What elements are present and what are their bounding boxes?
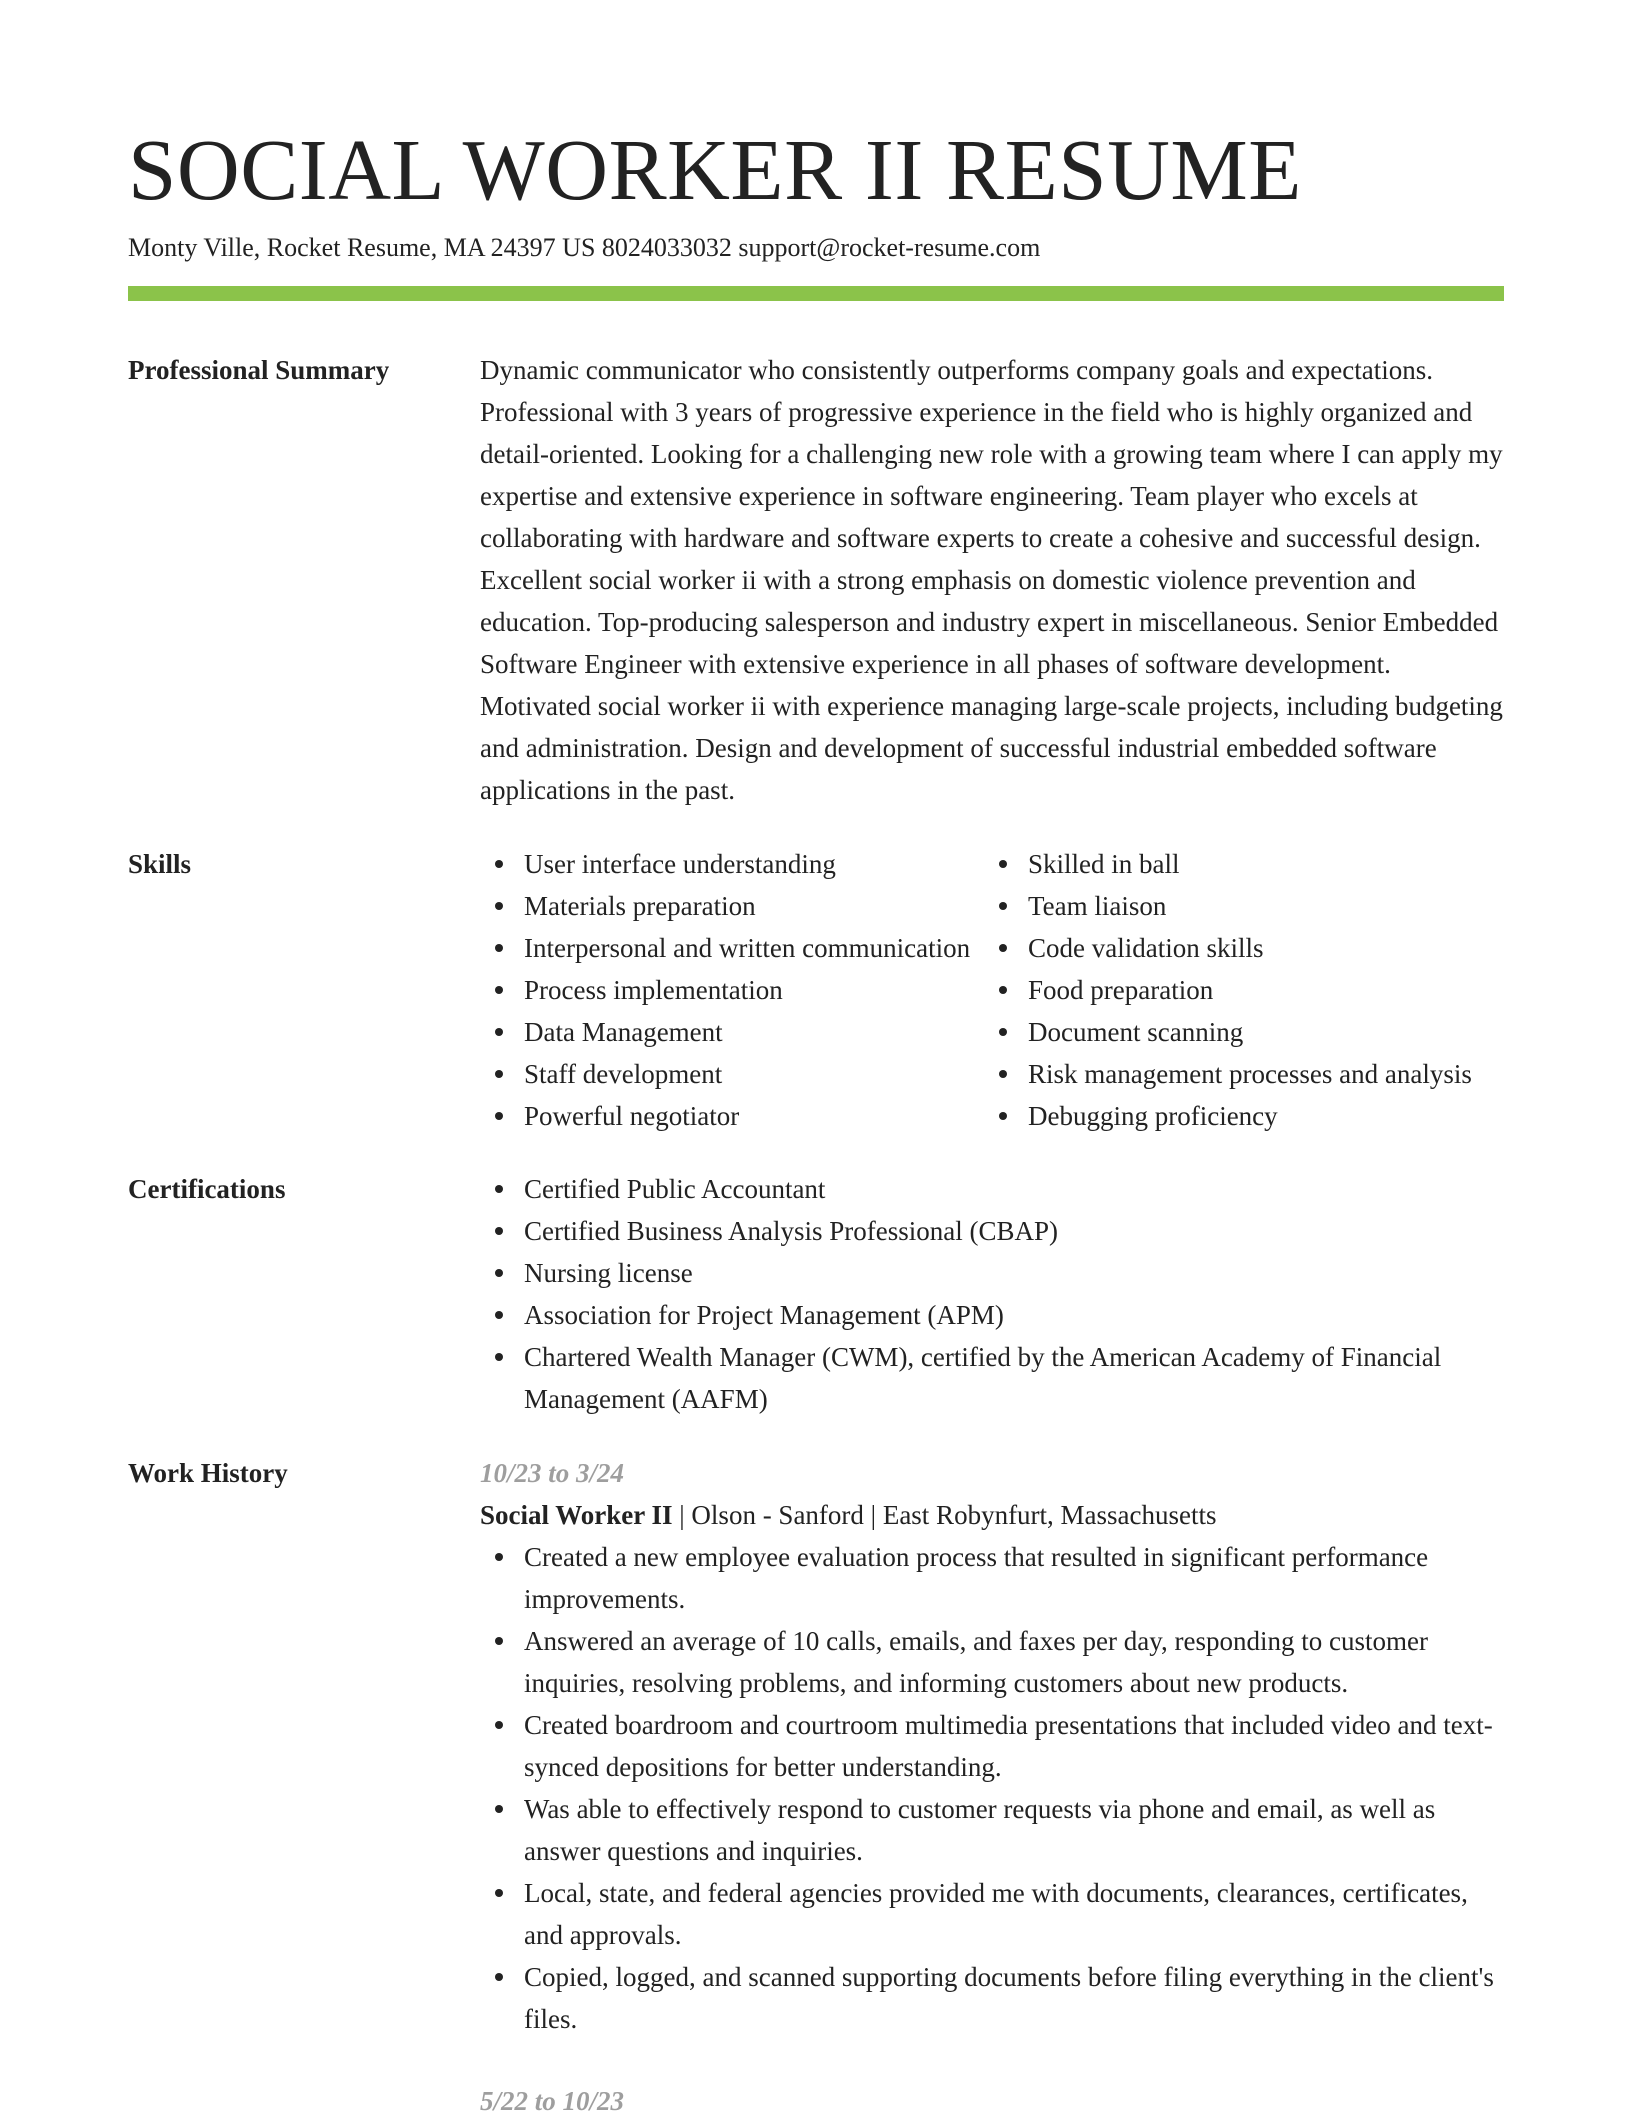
skill-item: Risk management processes and analysis [984,1053,1508,1095]
resume-title: SOCIAL WORKER II RESUME [128,121,1302,218]
job-bullet: Created a new employee evaluation process that resulted in significant performance improvements. [480,1536,1508,1620]
job-entry [480,2080,1508,2122]
skills-list-right [984,843,1508,1137]
certifications-heading: Certifications [128,1174,286,1204]
certification-item: Certified Business Analysis Professional (CBAP) [480,1210,1508,1252]
skills-columns [480,843,1508,1137]
summary-heading: Professional Summary [128,355,390,385]
skill-item: Staff development [480,1053,984,1095]
accent-divider [128,286,1504,301]
skill-item: Team liaison [984,885,1508,927]
certifications-list [480,1168,1508,1420]
certifications-body [480,1168,1508,1420]
job-heading [480,1494,1508,1536]
job-bullet: Was able to effectively respond to customer requests via phone and email, as well as answer questions and inquiries. [480,1788,1508,1872]
skill-item: Code validation skills [984,927,1508,969]
skill-item: Debugging proficiency [984,1095,1508,1137]
job-bullets [480,1536,1508,2040]
job-title: Social Worker II [480,1500,673,1530]
summary-body [480,349,1508,811]
skills-heading: Skills [128,849,192,879]
work-history-heading: Work History [128,1458,288,1488]
skill-item: User interface understanding [480,843,984,885]
work-history-body [480,1452,1508,2122]
skills-body [480,843,1508,1137]
job-bullet: Answered an average of 10 calls, emails, and faxes per day, responding to customer inquiries, resolving problems, and informing customers about new products. [480,1620,1508,1704]
job-bullet: Local, state, and federal agencies provided me with documents, clearances, certificates, and approvals. [480,1872,1508,1956]
skill-item: Powerful negotiator [480,1095,984,1137]
job-bullet: Created boardroom and courtroom multimedia presentations that included video and text-synced depositions for better understanding. [480,1704,1508,1788]
contact-line: Monty Ville, Rocket Resume, MA 24397 US 8024033032 support@rocket-resume.com [128,233,1041,262]
skill-item: Data Management [480,1011,984,1053]
job-entry [480,1452,1508,2040]
job-bullet: Copied, logged, and scanned supporting documents before filing everything in the client's files. [480,1956,1508,2040]
certification-item: Certified Public Accountant [480,1168,1508,1210]
skills-list-left [480,843,984,1137]
skill-item: Interpersonal and written communication [480,927,984,969]
skill-item: Process implementation [480,969,984,1011]
skill-item: Skilled in ball [984,843,1508,885]
certification-item: Nursing license [480,1252,1508,1294]
skill-item: Food preparation [984,969,1508,1011]
job-dates: 10/23 to 3/24 [480,1458,625,1488]
certification-item: Chartered Wealth Manager (CWM), certified by the American Academy of Financial Management (AAFM) [480,1336,1508,1420]
skill-item: Document scanning [984,1011,1508,1053]
certification-item: Association for Project Management (APM) [480,1294,1508,1336]
job-dates: 5/22 to 10/23 [480,2086,625,2116]
job-details: | Olson - Sanford | East Robynfurt, Massachusetts [672,1500,1217,1530]
summary-text: Dynamic communicator who consistently outperforms company goals and expectations. Professional with 3 years of progressive experience in the field who is highly organized and detail-oriented. Looking for a challenging new role with a growing team where I can apply my expertise and extensive experience in software engineering. Team player who excels at collaborating with hardware and software experts to create a cohesive and successful design. Excellent social worker ii with a strong emphasis on domestic violence prevention and education. Top-producing salesperson and industry expert in miscellaneous. Senior Embedded Software Engineer with extensive experience in all phases of software development. Motivated social worker ii with experience managing large-scale projects, including budgeting and administration. Design and development of successful industrial embedded software applications in the past. [480,355,1503,805]
skill-item: Materials preparation [480,885,984,927]
